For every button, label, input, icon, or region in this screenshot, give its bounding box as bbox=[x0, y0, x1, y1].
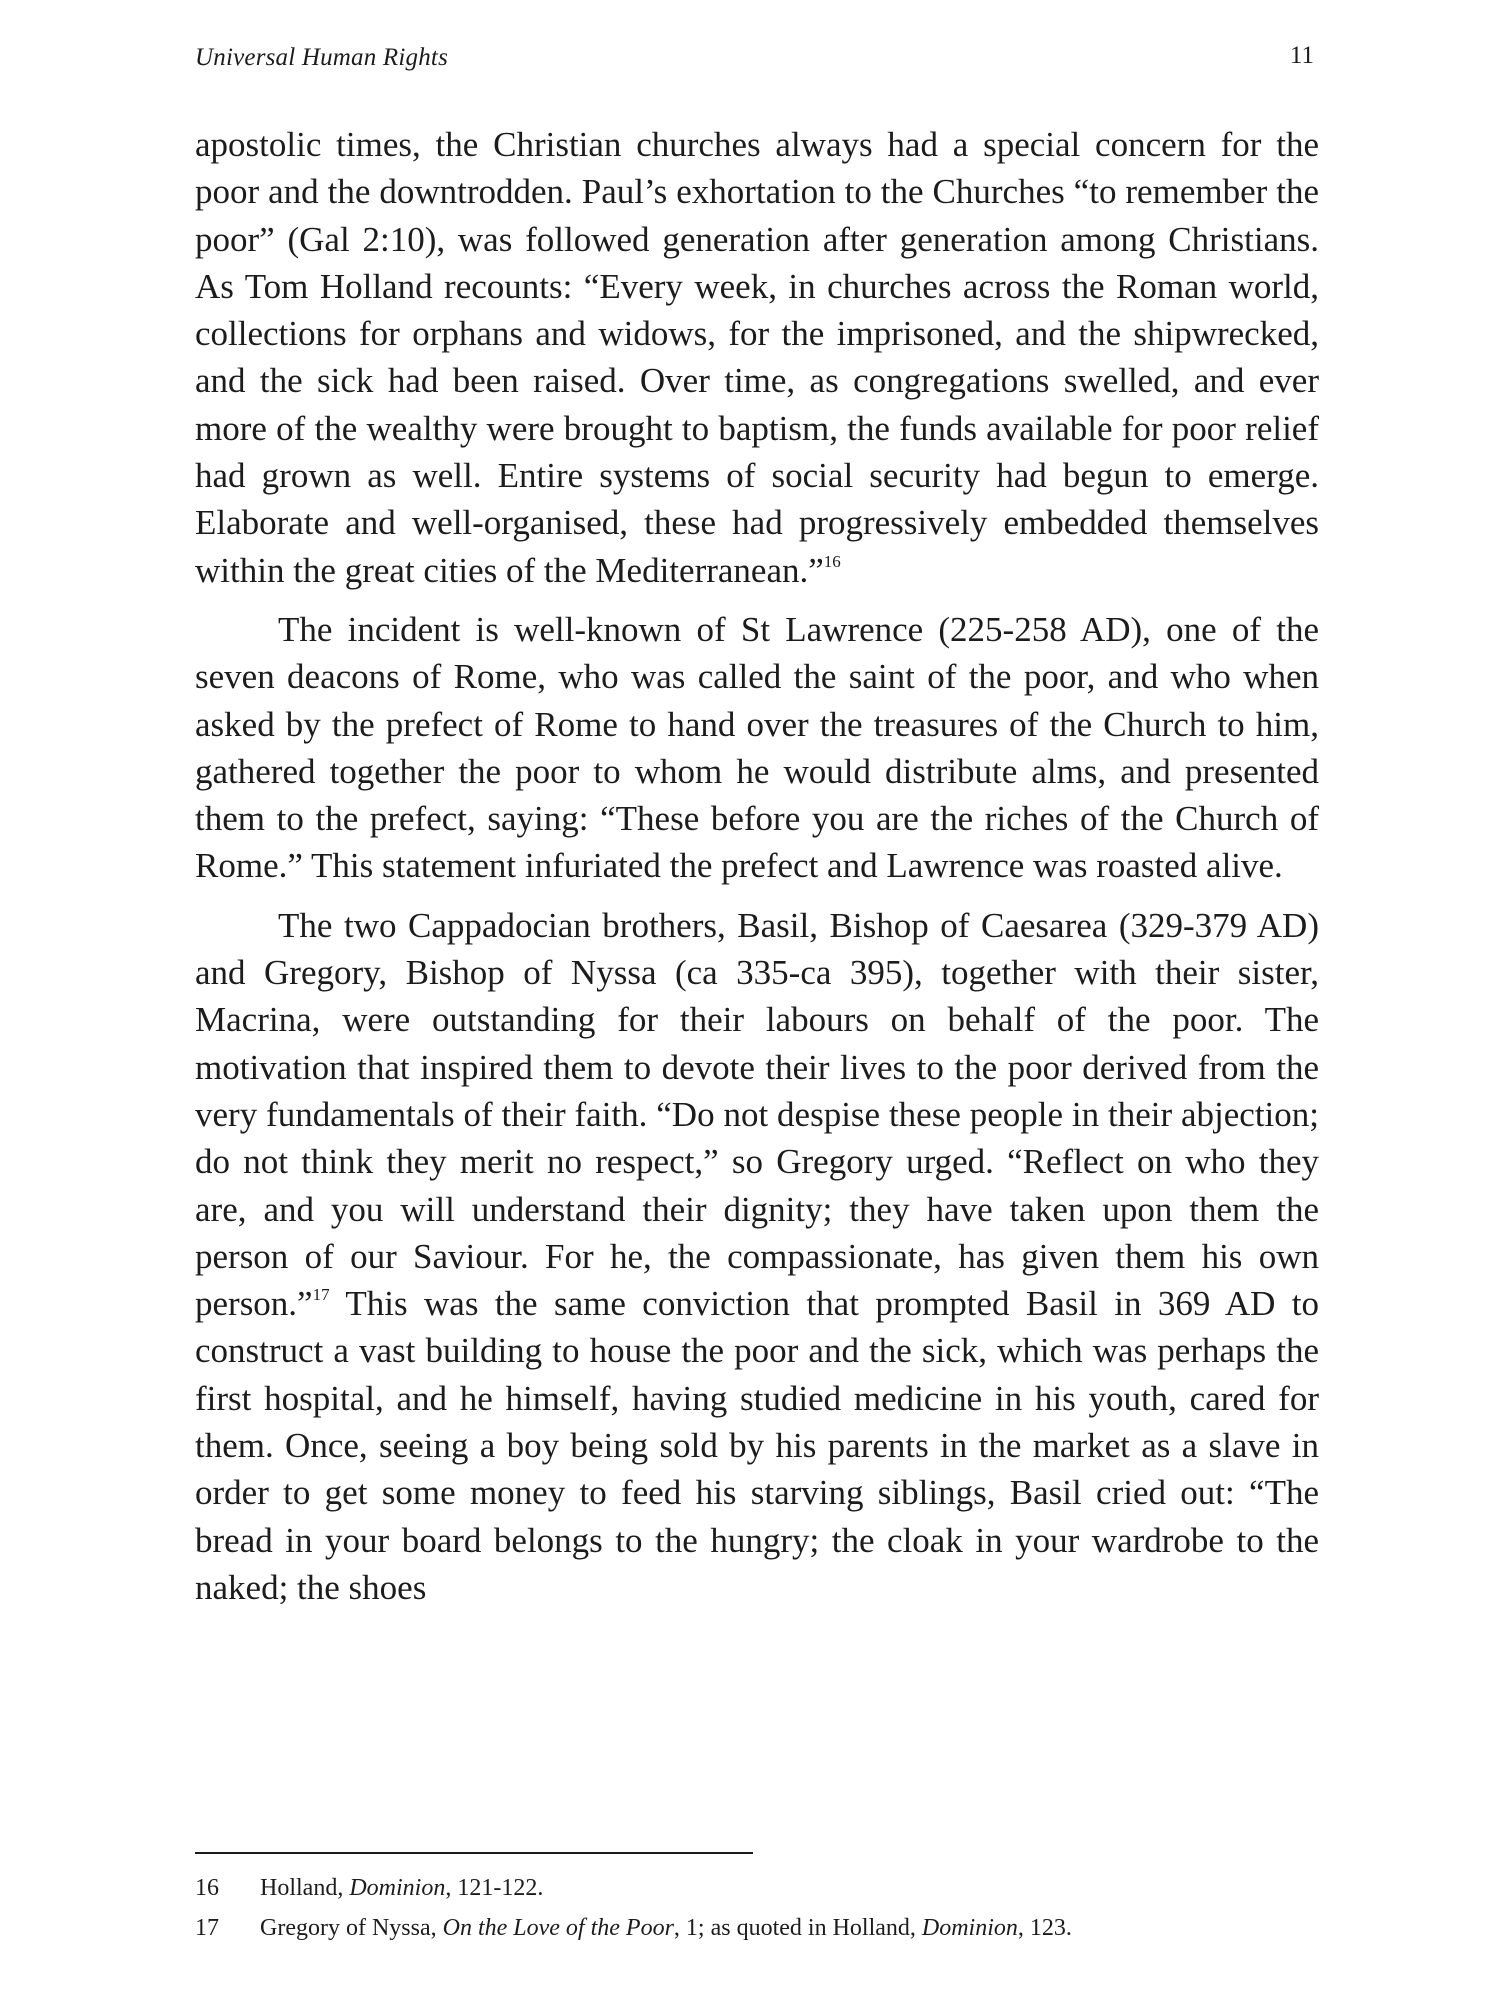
footnote-text bbox=[260, 1908, 1072, 1948]
paragraph-3-text-b: This was the same conviction that prompted Basil in 369 AD to construct a vast building to house the poor and the sick, which was perhaps the first hospital, and he himself, having studied medicine in his youth, cared for them. Once, seeing a boy being sold by his parents in the market as a slave in order to get some money to feed his starving siblings, Basil cried out: “The bread in your board belongs to the hungry; the cloak in your wardrobe to the naked; the shoes bbox=[195, 1284, 1319, 1607]
footnote-pages: , 123. bbox=[1017, 1915, 1072, 1941]
footnote-pages: , 121-122. bbox=[445, 1875, 544, 1901]
page-number: 11 bbox=[1289, 42, 1314, 69]
body-text bbox=[195, 121, 1319, 1623]
footnotes bbox=[195, 1868, 1319, 1948]
paragraph-2 bbox=[195, 606, 1319, 890]
footnote-number: 17 bbox=[195, 1915, 219, 1941]
footnote-text bbox=[260, 1868, 543, 1908]
footnote-16 bbox=[195, 1868, 1319, 1908]
footnote-number: 16 bbox=[195, 1875, 219, 1901]
footnote-author: Gregory of Nyssa, bbox=[260, 1915, 443, 1941]
footnote-divider bbox=[195, 1852, 753, 1854]
running-head-title: Universal Human Rights bbox=[195, 44, 448, 71]
paragraph-2-text: The incident is well-known of St Lawrence (225-258 AD), one of the seven deacons of Rome, who was called the saint of the poor, and who when asked by the prefect of Rome to hand over the treasures of the Church to him, gathered together the poor to whom he would distribute alms, and presented them to the prefect, saying: “These before you are the riches of the Church of Rome.” This statement infuriated the prefect and Lawrence was roasted alive. bbox=[195, 609, 1319, 886]
paragraph-1 bbox=[195, 121, 1319, 594]
footnote-title: Dominion bbox=[349, 1875, 446, 1901]
footnote-17 bbox=[195, 1908, 1319, 1948]
footnote-title-secondary: Dominion bbox=[921, 1915, 1018, 1941]
paragraph-3-text-a: The two Cappadocian brothers, Basil, Bishop of Caesarea (329-379 AD) and Gregory, Bishop of Nyssa (ca 335-ca 395), together with their sister, Macrina, were outstanding for their labours on behalf of the poor. The motivation that inspired them to devote their lives to the poor derived from the very fundamentals of their faith. “Do not despise these people in their abjection; do not think they merit no respect,” so Gregory urged. “Reflect on who they are, and you will understand their dignity; they have taken upon them the person of our Saviour. For he, the compassionate, has given them his own person.” bbox=[195, 905, 1319, 1324]
footnote-title: On the Love of the Poor bbox=[442, 1915, 674, 1941]
footnote-ref-16: 16 bbox=[823, 551, 841, 571]
paragraph-3 bbox=[195, 902, 1319, 1611]
footnote-author: Holland, bbox=[260, 1875, 350, 1901]
footnote-citation: , 1; as quoted in Holland, bbox=[673, 1915, 922, 1941]
footnote-ref-17: 17 bbox=[312, 1285, 330, 1305]
paragraph-1-text: apostolic times, the Christian churches always had a special concern for the poor and the downtrodden. Paul’s exhortation to the Churches “to remember the poor” (Gal 2:10), was followed generation after generation among Christians. As Tom Holland recounts: “Every week, in churches across the Roman world, collections for orphans and widows, for the imprisoned, and the shipwrecked, and the sick had been raised. Over time, as congregations swelled, and ever more of the wealthy were brought to baptism, the funds available for poor relief had grown as well. Entire systems of social security had begun to emerge. Elaborate and well-organised, these had progressively embedded themselves within the great cities of the Mediterranean.” bbox=[195, 125, 1319, 590]
